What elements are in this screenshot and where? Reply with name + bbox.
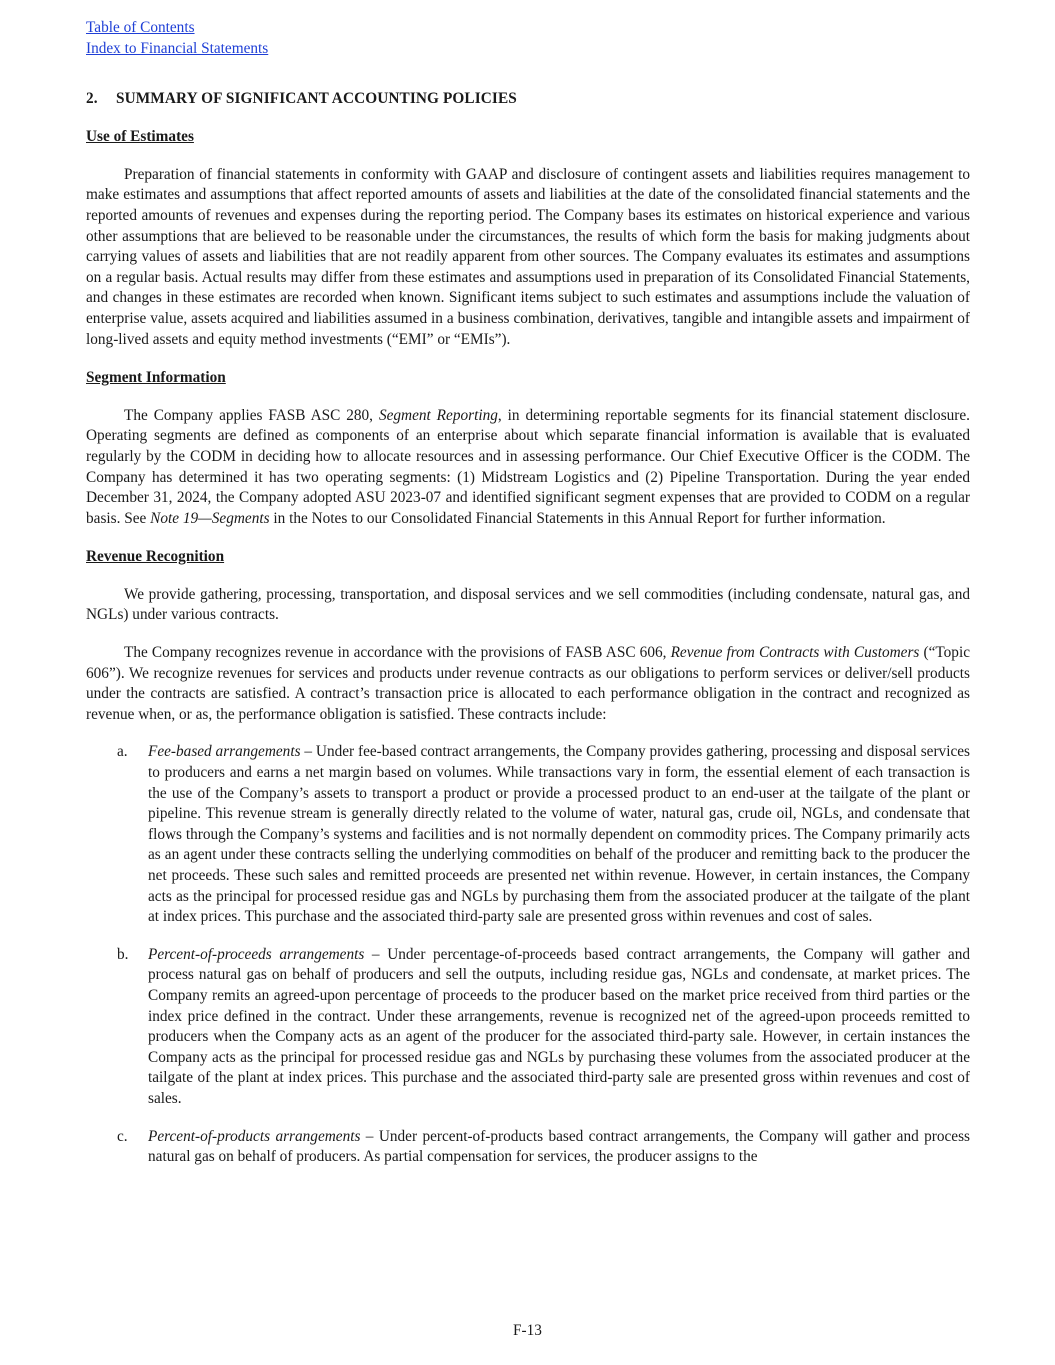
list-item-text: – Under percent-of-products based contract arrangements, the Company will gather and process natural gas on behalf of producers. As partial compensation for services, the producer assigns to the (148, 1127, 970, 1166)
note-19-reference: Note 19—Segments (150, 509, 270, 527)
list-item-text: – Under fee-based contract arrangements, the Company provides gathering, processing and disposal services to producers and earns a net margin based on volumes. While transactions vary in form, the essential element of each transaction is the use of the Company’s assets to transport a product or provide a processed product to an end-user at the tailgate of the plant or pipeline. This revenue stream is generally directly related to the volume of water, natural gas, crude oil, NGLs, and condensate that flows through the Company’s systems and facilities and is not normally dependent on commodity prices. The Company primarily acts as an agent under these contracts selling the underlying commodities on behalf of the producer and remitting back to the producer the net proceeds. These such sales and remitted proceeds are presented net within revenue. However, in certain instances, the Company acts as the principal for processed residue gas and NGLs by purchasing them from the associated producer at the tailgate of the plant at index prices. This purchase and the associated third-party sale are presented gross within revenues and cost of sales. (148, 743, 970, 926)
table-of-contents-link[interactable]: Table of Contents (86, 19, 195, 36)
list-item-title: Percent-of-proceeds arrangements (148, 945, 365, 963)
arrangements-list (86, 742, 970, 1167)
nav-links (86, 18, 970, 59)
list-item (86, 1127, 970, 1168)
segment-text-1: The Company applies FASB ASC 280, (124, 406, 379, 424)
segment-information-heading: Segment Information (86, 369, 226, 387)
topic-text-1: The Company recognizes revenue in accordance with the provisions of FASB ASC 606, (124, 644, 671, 662)
segment-text-2: , in determining reportable segments for its financial statement disclosure. Operating segments are defined as components of an enterprise about which separate financial information is available that is evaluated regularly by the CODM in deciding how to allocate resources and in assessing performance. Our Chief Executive Officer is the CODM. The Company has determined it has two operating segments: (1) Midstream Logistics and (2) Pipeline Transportation. During the year ended December 31, 2024, the Company adopted ASU 2023-07 and identified significant segment expenses that are provided to CODM on a regular basis. See (86, 406, 970, 527)
list-item-letter: c. (117, 1127, 128, 1145)
list-item-letter: a. (117, 743, 128, 761)
list-item-letter: b. (117, 945, 129, 963)
list-item (86, 742, 970, 927)
list-item-title: Percent-of-products arrangements (148, 1127, 361, 1145)
section-title-text: SUMMARY OF SIGNIFICANT ACCOUNTING POLICIES (116, 90, 517, 108)
segment-information-paragraph (86, 406, 970, 530)
section-number: 2. (86, 90, 98, 108)
section-title (86, 89, 970, 109)
revenue-recognition-heading: Revenue Recognition (86, 548, 225, 566)
list-item-title: Fee-based arrangements (148, 743, 301, 761)
topic-text-2: (“Topic 606”). We recognize revenues for services and products under revenue contracts as our obligations to perform services or deliver/sell products under the contracts are satisfied. A contract’s transaction price is allocated to each performance obligation in the contract and recognized as revenue when, or as, the performance obligation is satisfied. These contracts include: (86, 644, 970, 723)
use-of-estimates-heading: Use of Estimates (86, 128, 194, 146)
revenue-intro-paragraph: We provide gathering, processing, transportation, and disposal services and we sell commodities (including condensate, natural gas, and NGLs) under various contracts. (86, 585, 970, 624)
list-item (86, 945, 970, 1110)
index-to-financial-statements-link[interactable]: Index to Financial Statements (86, 39, 269, 57)
use-of-estimates-paragraph: Preparation of financial statements in conformity with GAAP and disclosure of contingent assets and liabilities requires management to make estimates and assumptions that affect reported amounts of assets and liabilities at the date of the consolidated financial statements and the reported amounts of revenues and expenses during the reporting period. The Company bases its estimates on historical experience and various other assumptions that are believed to be reasonable under the circumstances, the results of which form the basis for making judgments about carrying values of assets and liabilities that are not readily apparent from other sources. The Company evaluates its estimates and assumptions on a regular basis. Actual results may differ from these estimates and assumptions used in preparation of its Consolidated Financial Statements, and changes in these estimates are recorded when known. Significant items subject to such estimates and assumptions include the valuation of enterprise value, assets acquired and liabilities assumed in a business combination, derivatives, tangible and intangible assets and impairment of long-lived assets and equity method investments (“EMI” or “EMIs”). (86, 165, 970, 348)
segment-reporting-italic: Segment Reporting (378, 406, 498, 424)
topic-606-title-italic: Revenue from Contracts with Customers (670, 644, 920, 662)
page-number: F-13 (513, 1322, 542, 1339)
list-item-text: – Under percentage-of-proceeds based contract arrangements, the Company will gather and process natural gas on behalf of producers and sell the outputs, including residue gas, NGLs and condensate, at market prices. The Company remits an agreed-upon percentage of proceeds to the producer based on the market price received from third parties or the index price defined in the contract. Under these arrangements, revenue is recognized net of the agreed-upon proceeds remitted to producers when the Company acts as an agent of the producer for the associated third-party sale. However, in certain instances the Company acts as the principal for processed residue gas and NGLs by purchasing these volumes from the associated producer at the tailgate of the plant at index prices. This purchase and the associated third-party sale are presented gross within revenues and cost of sales. (148, 945, 970, 1107)
revenue-topic-606-paragraph (86, 643, 970, 725)
document-page (86, 18, 970, 1185)
segment-text-3: in the Notes to our Consolidated Financial Statements in this Annual Report for further information. (269, 509, 886, 527)
